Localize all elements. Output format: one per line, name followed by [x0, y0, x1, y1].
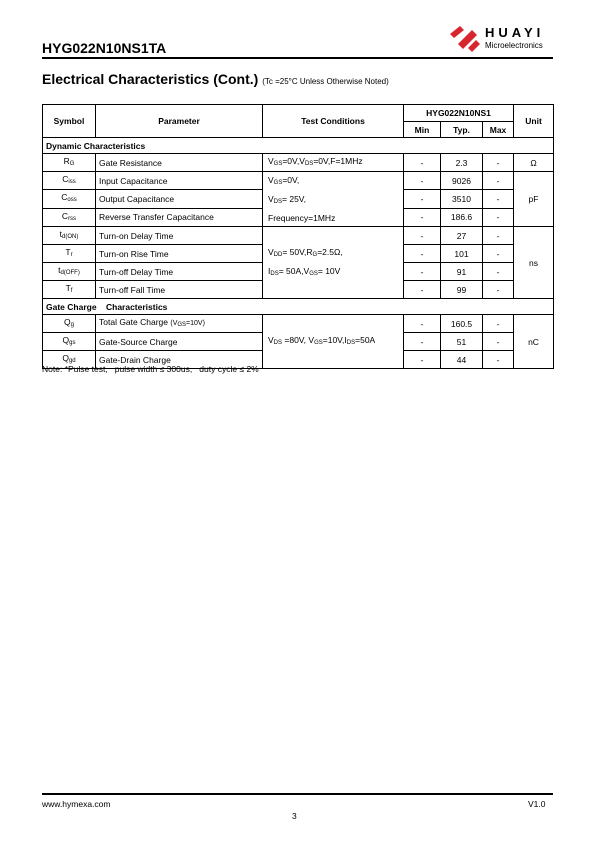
- footer-version: V1.0: [528, 799, 546, 809]
- table-row: [43, 154, 554, 172]
- symbol-cell: $T_r$: [43, 245, 96, 263]
- symbol-cell: $C_{oss}$: [43, 190, 96, 208]
- symbol-cell: $Q_g$: [43, 315, 96, 333]
- min-cell: -: [404, 245, 441, 263]
- symbol-cell: $C_{rss}$: [43, 208, 96, 226]
- unit-cell: pF: [514, 172, 554, 227]
- max-cell: -: [483, 154, 514, 172]
- footer-url: www.hymexa.com: [42, 799, 111, 809]
- typ-cell: 91: [441, 263, 483, 281]
- table-row: [43, 172, 554, 190]
- header-parameter: Parameter: [96, 105, 263, 138]
- min-cell: -: [404, 227, 441, 245]
- typ-cell: 3510: [441, 190, 483, 208]
- min-cell: -: [404, 351, 441, 369]
- max-cell: -: [483, 172, 514, 190]
- typ-cell: 101: [441, 245, 483, 263]
- parameter-cell: Turn-on Delay Time: [96, 227, 263, 245]
- condition-cell: $V_{GS}=0V,V_{DS}=0V,F=1MHz$: [263, 154, 404, 172]
- header-rule: [42, 57, 553, 59]
- header-typ: Typ.: [441, 122, 483, 138]
- unit-cell: nC: [514, 315, 554, 369]
- parameter-cell: Turn-off Delay Time: [96, 263, 263, 281]
- min-cell: -: [404, 190, 441, 208]
- min-cell: -: [404, 263, 441, 281]
- min-cell: -: [404, 281, 441, 299]
- max-cell: -: [483, 227, 514, 245]
- table-row: [43, 227, 554, 245]
- logo-subtitle: Microelectronics: [485, 41, 543, 50]
- typ-cell: 51: [441, 333, 483, 351]
- logo-wordmark: HUAYI: [485, 25, 545, 40]
- typ-cell: 2.3: [441, 154, 483, 172]
- max-cell: -: [483, 245, 514, 263]
- typ-cell: 99: [441, 281, 483, 299]
- min-cell: -: [404, 154, 441, 172]
- parameter-cell: Gate-Source Charge: [96, 333, 263, 351]
- parameter-cell: Gate Resistance: [96, 154, 263, 172]
- table-row: [43, 315, 554, 333]
- symbol-cell: $T_f$: [43, 281, 96, 299]
- section-title-text: Electrical Characteristics (Cont.): [42, 71, 259, 87]
- parameter-cell: Turn-on Rise Time: [96, 245, 263, 263]
- parameter-cell: Output Capacitance: [96, 190, 263, 208]
- electrical-characteristics-table: [42, 104, 554, 369]
- page-number: 3: [292, 811, 297, 821]
- footer-rule: [42, 793, 553, 795]
- max-cell: -: [483, 351, 514, 369]
- symbol-cell: $R_G$: [43, 154, 96, 172]
- min-cell: -: [404, 172, 441, 190]
- symbol-cell: $t_{d(ON)}$: [43, 227, 96, 245]
- capacitance-conditions: $V_{GS}=0V$, $V_{DS}= 25V$, Frequency=1MHz: [263, 172, 404, 227]
- parameter-cell: Gate-Drain Charge: [96, 351, 263, 369]
- header-unit: Unit: [514, 105, 554, 138]
- max-cell: -: [483, 333, 514, 351]
- section-gate-charge: Gate Charge Characteristics: [43, 299, 554, 315]
- typ-cell: 160.5: [441, 315, 483, 333]
- unit-cell: ns: [514, 227, 554, 299]
- max-cell: -: [483, 263, 514, 281]
- gate-conditions: $V_{DS} =80V$, $V_{GS}=10V,I_{DS}=50A$: [263, 315, 404, 369]
- typ-cell: 186.6: [441, 208, 483, 226]
- header-symbol: Symbol: [43, 105, 96, 138]
- header-test-conditions: Test Conditions: [263, 105, 404, 138]
- min-cell: -: [404, 333, 441, 351]
- parameter-cell: Reverse Transfer Capacitance: [96, 208, 263, 226]
- parameter-cell: Input Capacitance: [96, 172, 263, 190]
- min-cell: -: [404, 315, 441, 333]
- typ-cell: 9026: [441, 172, 483, 190]
- section-title: [42, 71, 389, 87]
- section-subtitle: (Tc =25°C Unless Otherwise Noted): [262, 77, 389, 86]
- symbol-cell: $C_{iss}$: [43, 172, 96, 190]
- symbol-cell: $t_{d(OFF)}$: [43, 263, 96, 281]
- min-cell: -: [404, 208, 441, 226]
- max-cell: -: [483, 190, 514, 208]
- pulse-test-note: Note: *Pulse test, pulse width ≤ 300us, duty cycle ≤ 2%: [42, 364, 259, 374]
- section-dynamic: Dynamic Characteristics: [43, 138, 554, 154]
- part-number-title: HYG022N10NS1TA: [42, 40, 167, 56]
- max-cell: -: [483, 208, 514, 226]
- parameter-cell: Total Gate Charge $(V_{GS}=10V)$: [96, 315, 263, 333]
- header-device: HYG022N10NS1: [404, 105, 514, 122]
- max-cell: -: [483, 315, 514, 333]
- max-cell: -: [483, 281, 514, 299]
- unit-cell: Ω: [514, 154, 554, 172]
- symbol-cell: $Q_{gd}$: [43, 351, 96, 369]
- parameter-cell: Turn-off Fall Time: [96, 281, 263, 299]
- switching-conditions: $V_{DD}= 50V,R_G=2.5\Omega$, $I_{DS}= 50A,V_{GS}= 10V$: [263, 227, 404, 299]
- typ-cell: 44: [441, 351, 483, 369]
- header-min: Min: [404, 122, 441, 138]
- typ-cell: 27: [441, 227, 483, 245]
- header-max: Max: [483, 122, 514, 138]
- symbol-cell: $Q_{gs}$: [43, 333, 96, 351]
